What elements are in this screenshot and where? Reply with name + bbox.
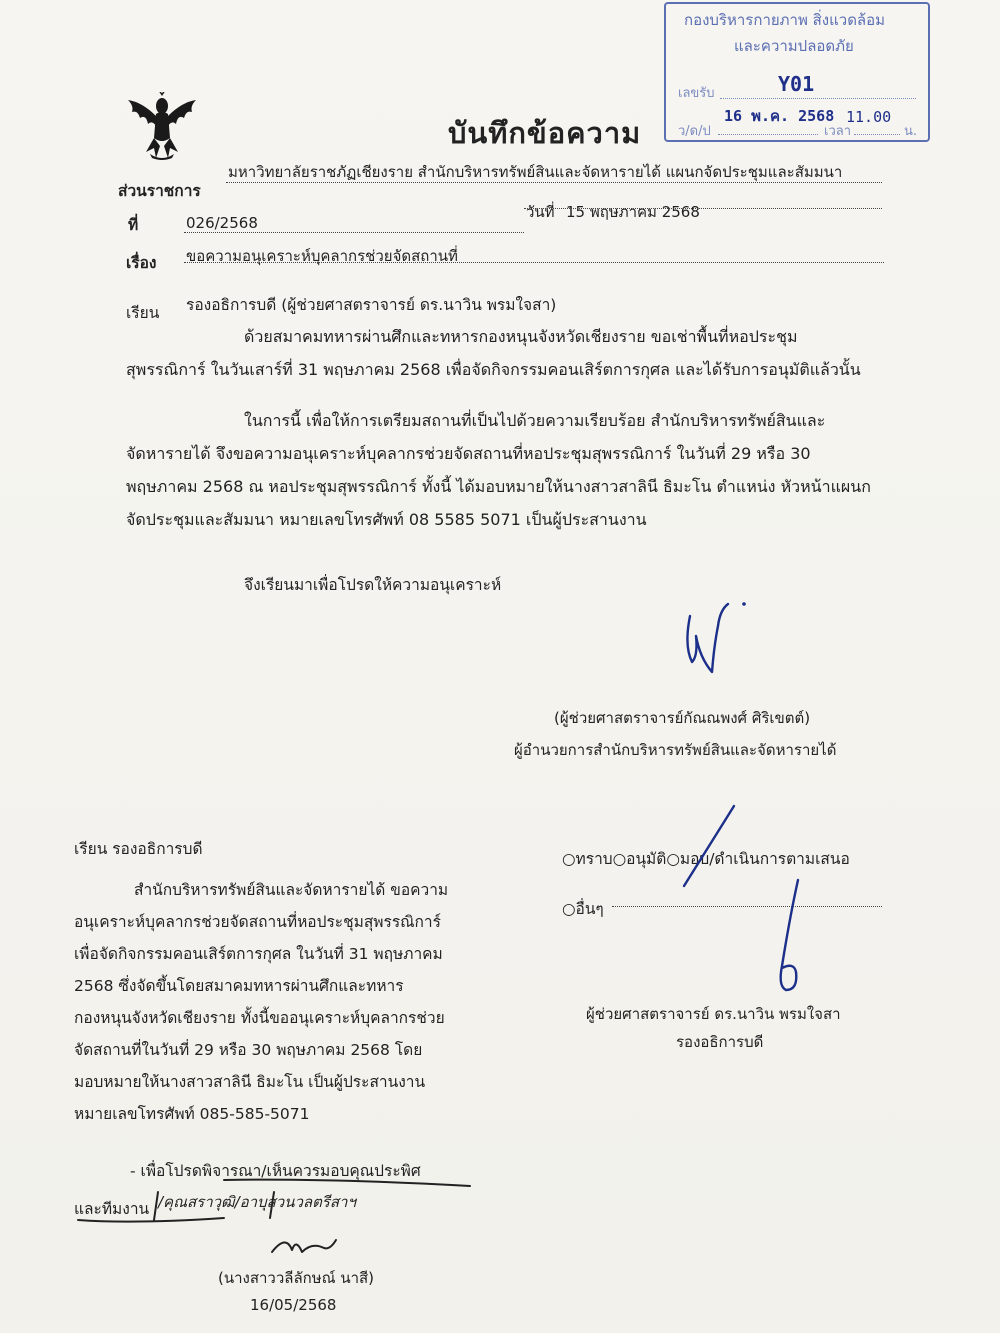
note-body [74, 874, 448, 1130]
stamp-receipt-label: เลขรับ [678, 86, 715, 101]
vp-approval-mark [670, 800, 750, 896]
receipt-stamp [664, 2, 930, 142]
note-team-underline [74, 1176, 474, 1232]
stamp-time-value: 11.00 [846, 108, 892, 126]
body-line: ในการนี้ เพื่อให้การเตรียมสถานที่เป็นไปด้วยความเรียบร้อย สำนักบริหารทรัพย์สินและ [244, 411, 826, 430]
body-paragraph-2 [126, 404, 871, 536]
note-consider: - เพื่อโปรดพิจารณา/เห็นควรมอบคุณประพิศ [130, 1162, 421, 1180]
stamp-date-label: ว/ด/ป [678, 124, 711, 139]
page-title: บันทึกข้อความ [448, 116, 642, 150]
number-label: ที่ [128, 216, 139, 234]
stamp-time-label: เวลา [824, 124, 852, 139]
closing-line: จึงเรียนมาเพื่อโปรดให้ความอนุเคราะห์ [244, 576, 502, 594]
note-line: สำนักบริหารทรัพย์สินและจัดหารายได้ ขอความ [134, 881, 449, 899]
decision-other-line [612, 906, 882, 907]
agency-value: มหาวิทยาลัยราชภัฏเชียงราย สำนักบริหารทรัพย์สินและจัดหารายได้ แผนกจัดประชุมและสัมมนา [228, 163, 843, 181]
vp-position: รองอธิการบดี [676, 1033, 764, 1051]
body-line: จัดหารายได้ จึงขอความอนุเคราะห์บุคลากรช่วยจัดสถานที่หอประชุมสุพรรณิการ์ ในวันที่ 29 หรือ 30 [126, 444, 811, 463]
number-value: 026/2568 [186, 214, 258, 232]
addressee-value: รองอธิการบดี (ผู้ช่วยศาสตราจารย์ ดร.นาวิน พรมใจสา) [186, 296, 557, 314]
number-line [184, 232, 524, 233]
note-addressee: เรียน รองอธิการบดี [74, 840, 203, 858]
note-line: จัดสถานที่ในวันที่ 29 หรือ 30 พฤษภาคม 2568 โดย [74, 1041, 423, 1059]
note-line: 2568 ซึ่งจัดขึ้นโดยสมาคมทหารผ่านศึกและทหาร [74, 977, 404, 995]
stamp-line-1: กองบริหารกายภาพ สิ่งแวดล้อม [684, 11, 886, 29]
body-line: ด้วยสมาคมทหารผ่านศึกและทหารกองหนุนจังหวัดเชียงราย ขอเช่าพื้นที่หอประชุม [244, 327, 798, 346]
stamp-date-value: 16 พ.ค. 2568 [724, 107, 835, 125]
note-line: กองหนุนจังหวัดเชียงราย ทั้งนี้ขออนุเคราะห์บุคลากรช่วย [74, 1009, 445, 1027]
note-line: หมายเลขโทรศัพท์ 085-585-5071 [74, 1105, 310, 1123]
date-value: 15 พฤษภาคม 2568 [566, 203, 700, 221]
stamp-time-line [854, 134, 900, 135]
vp-signature [760, 876, 820, 996]
agency-line [226, 182, 882, 183]
director-name: (ผู้ช่วยศาสตราจารย์กัณณพงศ์ ศิริเขตต์) [554, 709, 811, 727]
stamp-receipt-number: Y01 [778, 72, 815, 96]
stamp-line-2: และความปลอดภัย [734, 37, 854, 55]
note-team-prefix: และทีมงาน [74, 1200, 150, 1218]
officer-name: (นางสาววลีลักษณ์ นาสี) [218, 1269, 374, 1287]
vp-name: ผู้ช่วยศาสตราจารย์ ดร.นาวิน พรมใจสา [586, 1005, 841, 1023]
note-team-handwritten: /คุณสราวุฒิ/อาบุสวนวลตรีสาฯ [158, 1193, 356, 1211]
date-label: วันที่ [526, 203, 555, 221]
agency-label: ส่วนราชการ [118, 182, 201, 200]
body-line: สุพรรณิการ์ ในวันเสาร์ที่ 31 พฤษภาคม 2568 เพื่อจัดกิจกรรมคอนเสิร์ตการกุศล และได้รับการอนุมัติแล้วนั้น [126, 360, 861, 379]
subject-value: ขอความอนุเคราะห์บุคลากรช่วยจัดสถานที่ [186, 247, 458, 265]
stamp-date-line [718, 134, 818, 135]
note-line: มอบหมายให้นางสาวสาลินี ธิมะโน เป็นผู้ประสานงาน [74, 1073, 426, 1091]
officer-date: 16/05/2568 [250, 1296, 337, 1314]
body-line: จัดประชุมและสัมมนา หมายเลขโทรศัพท์ 08 5585 5071 เป็นผู้ประสานงาน [126, 510, 647, 529]
director-position: ผู้อำนวยการสำนักบริหารทรัพย์สินและจัดหารายได้ [514, 741, 837, 759]
subject-line [184, 262, 884, 263]
body-line: พฤษภาคม 2568 ณ หอประชุมสุพรรณิการ์ ทั้งนี้ ได้มอบหมายให้นางสาวสาลินี ธิมะโน ตำแหน่ง หัวหน้าแผนก [126, 477, 871, 496]
body-paragraph-1 [126, 320, 861, 386]
garuda-emblem-icon [124, 92, 200, 162]
subject-label: เรื่อง [126, 254, 157, 272]
stamp-time-unit: น. [904, 124, 918, 139]
decision-other: ○อื่นๆ [562, 900, 604, 918]
addressee-label: เรียน [126, 304, 160, 322]
date-line [524, 208, 882, 209]
director-signature [670, 596, 760, 686]
officer-signature [266, 1228, 346, 1264]
stamp-receipt-line [720, 98, 916, 99]
decision-options: ○ทราบ○อนุมัติ○มอบ/ดำเนินการตามเสนอ [562, 850, 850, 868]
note-line: อนุเคราะห์บุคลากรช่วยจัดสถานที่หอประชุมสุพรรณิการ์ [74, 913, 441, 931]
note-line: เพื่อจัดกิจกรรมคอนเสิร์ตการกุศล ในวันที่ 31 พฤษภาคม [74, 945, 443, 963]
